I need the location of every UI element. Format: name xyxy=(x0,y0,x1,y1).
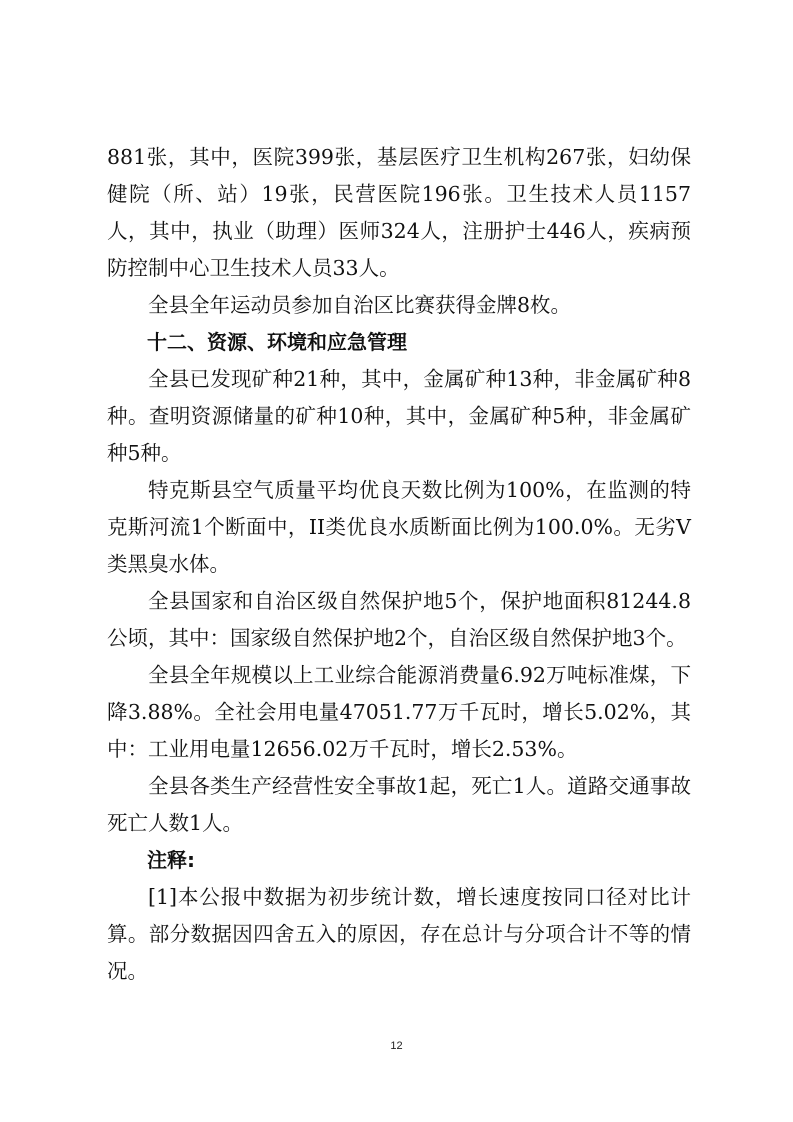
paragraph-air-water-quality: 特克斯县空气质量平均优良天数比例为100%，在监测的特克斯河流1个断面中，II类优良水质断面比例为100.0%。无劣V类黑臭水体。 xyxy=(107,478,691,576)
paragraph-safety-accidents: 全县各类生产经营性安全事故1起，死亡1人。道路交通事故死亡人数1人。 xyxy=(107,774,691,835)
note-1: [1]本公报中数据为初步统计数，增长速度按同口径对比计算。部分数据因四舍五入的原因，存在总计与分项合计不等的情况。 xyxy=(107,885,691,983)
paragraph-sports-medals: 全县全年运动员参加自治区比赛获得金牌8枚。 xyxy=(148,293,572,317)
notes-heading: 注释: xyxy=(147,848,195,872)
section-heading-resources: 十二、资源、环境和应急管理 xyxy=(147,330,407,354)
paragraph-minerals: 全县已发现矿种21种，其中，金属矿种13种，非金属矿种8种。查明资源储量的矿种10种，其中，金属矿种5种，非金属矿种5种。 xyxy=(107,367,691,465)
paragraph-energy-consumption: 全县全年规模以上工业综合能源消费量6.92万吨标准煤，下降3.88%。全社会用电量47051.77万千瓦时，增长5.02%，其中：工业用电量12656.02万千瓦时，增长2.53%。 xyxy=(107,663,691,761)
paragraph-nature-reserves: 全县国家和自治区级自然保护地5个，保护地面积81244.8公顷，其中：国家级自然保护地2个，自治区级自然保护地3个。 xyxy=(107,589,691,650)
document-body xyxy=(107,139,691,990)
page-number: 12 xyxy=(390,1040,403,1052)
paragraph-hospital-beds: 881张，其中，医院399张，基层医疗卫生机构267张，妇幼保健院（所、站）19张，民营医院196张。卫生技术人员1157人，其中，执业（助理）医师324人，注册护士446人，疾病预防控制中心卫生技术人员33人。 xyxy=(107,145,691,280)
